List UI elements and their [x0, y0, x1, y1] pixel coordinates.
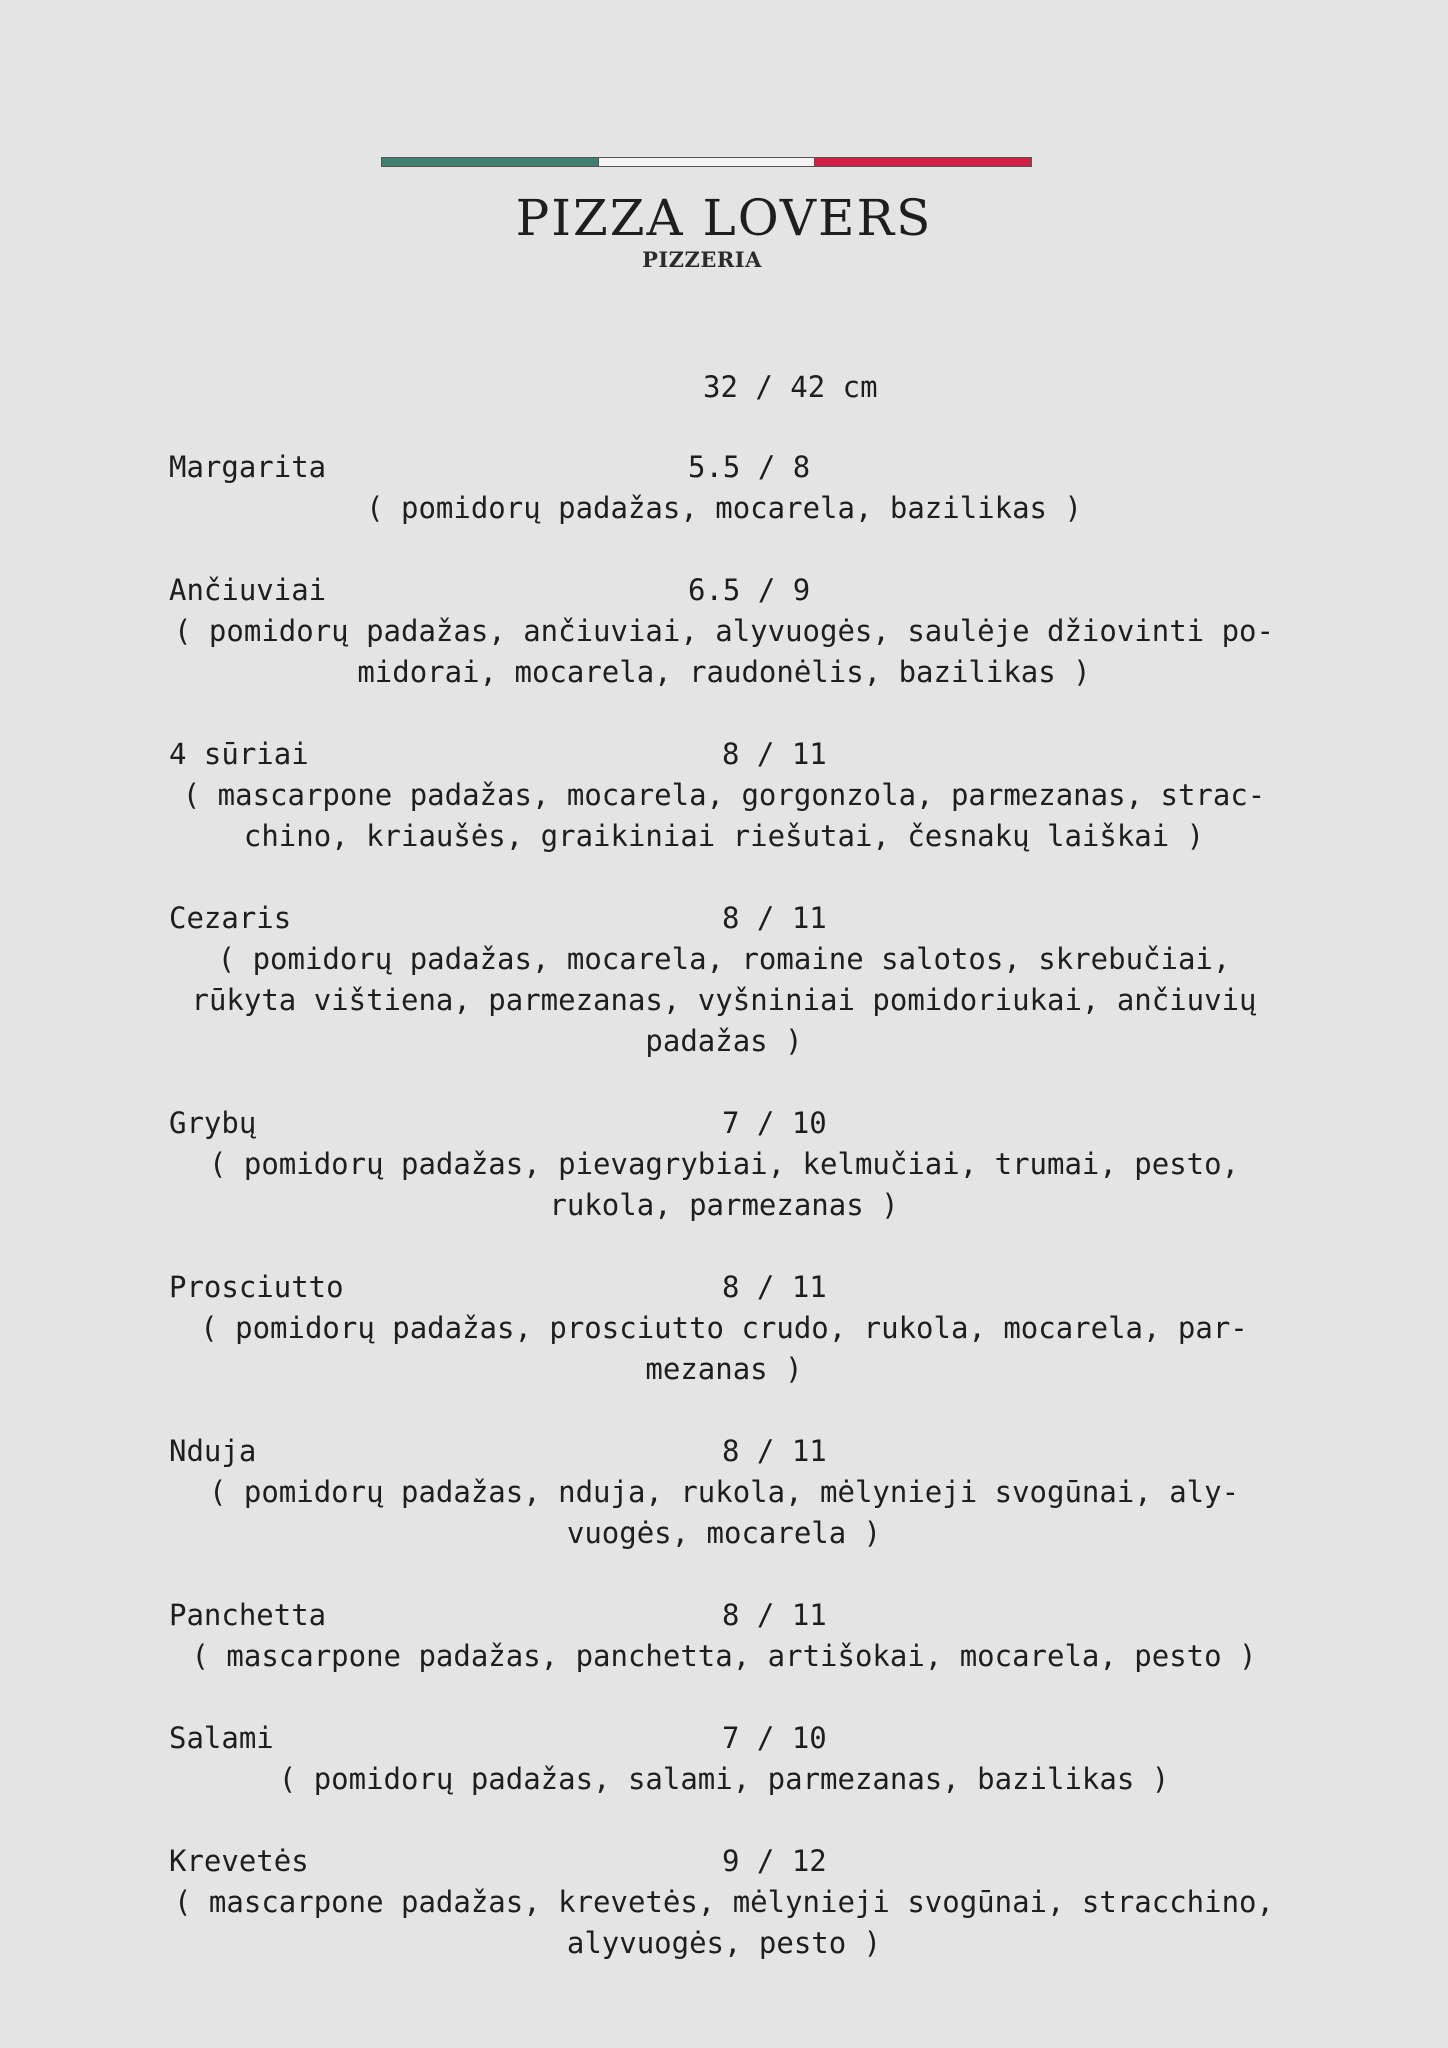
flag-stripe-green — [382, 158, 598, 166]
menu-item-price: 8 / 11 — [722, 1434, 827, 1468]
menu-item-description-line: ( mascarpone padažas, krevetės, mėlynieji svogūnai, stracchino, — [174, 1885, 1274, 1919]
menu-item-name: Grybų — [169, 1106, 257, 1140]
menu-item — [169, 1718, 1279, 1800]
menu-item-header — [169, 447, 1279, 488]
menu-item-description-line: rūkyta vištiena, parmezanas, vyšniniai pomidoriukai, ančiuvių — [191, 983, 1257, 1017]
menu-item-header — [169, 1718, 1279, 1759]
menu-item-description-line: padažas ) — [645, 1024, 803, 1058]
menu-item-name: Ančiuviai — [169, 573, 327, 607]
menu-item-name: 4 sūriai — [169, 737, 309, 771]
menu-item-name: Prosciutto — [169, 1270, 344, 1304]
menu-item-header — [169, 1431, 1279, 1472]
menu-item-description-line: ( pomidorų padažas, nduja, rukola, mėlynieji svogūnai, aly- — [208, 1475, 1240, 1509]
menu-item-description-line: rukola, parmezanas ) — [549, 1188, 899, 1222]
menu-item-description-line: ( pomidorų padažas, prosciutto crudo, rukola, mocarela, par- — [200, 1311, 1248, 1345]
menu-item-description-line: ( pomidorų padažas, salami, parmezanas, bazilikas ) — [278, 1762, 1170, 1796]
menu-item-description-line: ( pomidorų padažas, pievagrybiai, kelmučiai, trumai, pesto, — [208, 1147, 1240, 1181]
menu-item-header — [169, 734, 1279, 775]
menu-item-header — [169, 1267, 1279, 1308]
menu-item-price: 7 / 10 — [722, 1106, 827, 1140]
menu-item-name: Nduja — [169, 1434, 257, 1468]
menu-item — [169, 1267, 1279, 1390]
menu-item-description-line: ( pomidorų padažas, ančiuviai, alyvuogės, saulėje džiovinti po- — [174, 614, 1274, 648]
menu-item-price: 5.5 / 8 — [688, 450, 811, 484]
italian-flag-stripe — [381, 157, 1032, 167]
menu-item — [169, 898, 1279, 1062]
menu-item-price: 8 / 11 — [722, 901, 827, 935]
menu-item-name: Panchetta — [169, 1598, 327, 1632]
menu-item-description-line: chino, kriaušės, graikiniai riešutai, česnakų laiškai ) — [243, 819, 1205, 853]
menu-item-description-line: ( pomidorų padažas, mocarela, romaine salotos, skrebučiai, — [217, 942, 1231, 976]
flag-stripe-red — [814, 158, 1031, 166]
menu-item-name: Margarita — [169, 450, 327, 484]
menu-item-price: 7 / 10 — [722, 1721, 827, 1755]
menu-item-name: Salami — [169, 1721, 274, 1755]
menu-item — [169, 447, 1279, 529]
menu-item-description-line: midorai, mocarela, raudonėlis, bazilikas ) — [357, 655, 1091, 689]
menu-item-price: 8 / 11 — [722, 737, 827, 771]
menu-item-header — [169, 1595, 1279, 1636]
size-header: 32 / 42 cm — [703, 370, 878, 404]
menu-item-description-line: alyvuogės, pesto ) — [566, 1926, 882, 1960]
menu-item-header — [169, 1841, 1279, 1882]
menu-item-header — [169, 570, 1279, 611]
menu-item-name: Cezaris — [169, 901, 292, 935]
menu-item-description-line: mezanas ) — [645, 1352, 803, 1386]
menu-item — [169, 1595, 1279, 1677]
menu-item-description-line: ( mascarpone padažas, mocarela, gorgonzola, parmezanas, strac- — [182, 778, 1266, 812]
brand-subtitle: PIZZERIA — [642, 247, 762, 272]
menu-item-price: 8 / 11 — [722, 1270, 827, 1304]
menu-item-price: 9 / 12 — [722, 1844, 827, 1878]
menu-item-price: 6.5 / 9 — [688, 573, 811, 607]
menu-item — [169, 1841, 1279, 1964]
menu-item-header — [169, 898, 1279, 939]
menu-item-header — [169, 1103, 1279, 1144]
menu-item-name: Krevetės — [169, 1844, 309, 1878]
menu-item-description-line: vuogės, mocarela ) — [566, 1516, 882, 1550]
menu-list — [169, 447, 1279, 2005]
menu-item-description-line: ( mascarpone padažas, panchetta, artišokai, mocarela, pesto ) — [191, 1639, 1257, 1673]
menu-item-description-line: ( pomidorų padažas, mocarela, bazilikas ) — [366, 491, 1082, 525]
menu-item — [169, 570, 1279, 693]
menu-item — [169, 1103, 1279, 1226]
menu-item-price: 8 / 11 — [722, 1598, 827, 1632]
flag-stripe-white — [598, 158, 815, 166]
menu-item — [169, 734, 1279, 857]
brand-title: PIZZA LOVERS — [515, 189, 933, 247]
menu-item — [169, 1431, 1279, 1554]
